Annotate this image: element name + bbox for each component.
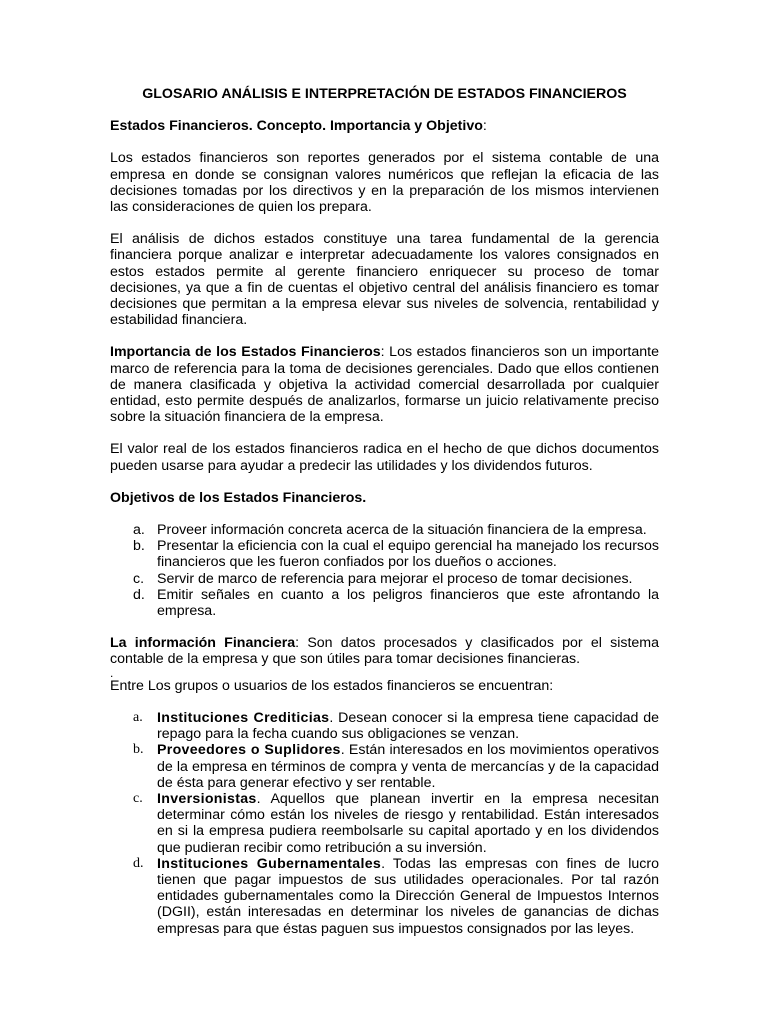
list-marker: c. [133,570,145,587]
list-item [110,856,659,937]
document-body [110,86,659,937]
paragraph-definition: Los estados financieros son reportes generados por el sistema contable de una empresa en donde se consignan valores numéricos que reflejan la eficacia de las decisiones tomadas por los directivos y en la preparación de los mismos intervienen las consideraciones de quien los prepara. [110,150,659,216]
info-heading: La información Financiera [110,635,296,652]
list-item-lead: Proveedores o Suplidores [157,742,341,759]
list-item-text: . Desean conocer si la empresa tiene capacidad de repago para la fecha cuando sus obligaciones se venzan. [157,709,659,743]
list-marker: a. [133,522,145,539]
section-heading-text: Estados Financieros. Concepto. Importancia y Objetivo [110,118,483,135]
paragraph-importance [110,344,659,425]
list-item-text: Servir de marco de referencia para mejorar el proceso de tomar decisiones. [157,570,633,587]
list-item-text: . Todas las empresas con fines de lucro tienen que pagar impuestos de sus utilidades operacionales. Por tal razón entidades gubernamentales como la Dirección General de Impuestos Internos (DGII), están interesadas en determinar los niveles de ganancias de dichas empresas para que éstas paguen sus impuestos consignados por las leyes. [157,855,659,937]
section-heading [110,118,659,134]
importance-text: : Los estados financieros son un importante marco de referencia para la toma de decisiones gerenciales. Dado que ellos contienen de manera clasificada y objetiva la actividad comercial desarrollada por cualquier entidad, esto permite después de analizarlos, formarse un juicio relativamente preciso sobre la situación financiera de la empresa. [110,344,659,426]
list-item-text: . Están interesados en los movimientos operativos de la empresa en términos de compra y venta de mercancías y de la capacidad de ésta para generar efectivo y ser rentable. [157,742,659,791]
list-marker: d. [133,586,145,603]
list-item [110,571,659,587]
list-item [110,742,659,791]
list-item-lead: Instituciones Gubernamentales [157,855,382,872]
list-item-text: . Aquellos que planean invertir en la empresa necesitan determinar cómo están los niveles de riesgo y rentabilidad. Están interesados en si la empresa pudiera reembolsarle su capital aportado y en los dividendos que pudieran recibir como retribución a su inversión. [157,790,659,856]
list-marker: d. [133,855,144,871]
list-item [110,791,659,856]
list-item [110,710,659,742]
list-item-lead: Instituciones Crediticias [157,709,330,726]
list-marker: b. [133,742,144,758]
list-item [110,538,659,570]
list-marker: b. [133,538,145,555]
objectives-heading: Objetivos de los Estados Financieros. [110,489,367,506]
document-title: GLOSARIO ANÁLISIS E INTERPRETACIÓN DE ESTADOS FINANCIEROS [142,86,627,102]
list-item-text: Proveer información concreta acerca de la situación financiera de la empresa. [157,522,647,539]
paragraph-financial-info [110,635,659,667]
section-heading-suffix: : [482,118,487,135]
objectives-list [110,522,659,619]
stray-dot: . [110,665,114,680]
info-text: : Son datos procesados y clasificados por el sistema contable de la empresa y que son útiles para tomar decisiones financieras. [110,635,659,668]
users-list [110,710,659,937]
list-marker: c. [133,790,143,806]
list-item [110,587,659,619]
users-intro: Entre Los grupos o usuarios de los estados financieros se encuentran: [110,677,554,694]
list-item-text: Emitir señales en cuanto a los peligros financieros que este afrontando la empresa. [157,586,659,620]
paragraph-real-value: El valor real de los estados financieros radica en el hecho de que dichos documentos pueden usarse para ayudar a predecir las utilidades y los dividendos futuros. [110,441,659,474]
list-item [110,522,659,538]
importance-heading: Importancia de los Estados Financieros [110,344,381,361]
paragraph-analysis: El análisis de dichos estados constituye una tarea fundamental de la gerencia financiera porque analizar e interpretar adecuadamente los valores consignados en estos estados permite al gerente financiero enriquecer su proceso de tomar decisiones, ya que a fin de cuentas el objetivo central del análisis financiero es tomar decisiones que permitan a la empresa elevar sus niveles de solvencia, rentabilidad y estabilidad financiera. [110,231,659,329]
list-item-text: Presentar la eficiencia con la cual el equipo gerencial ha manejado los recursos financieros que les fueron confiados por los dueños o acciones. [157,538,659,571]
list-item-lead: Inversionistas [157,790,257,807]
list-marker: a. [133,709,143,725]
